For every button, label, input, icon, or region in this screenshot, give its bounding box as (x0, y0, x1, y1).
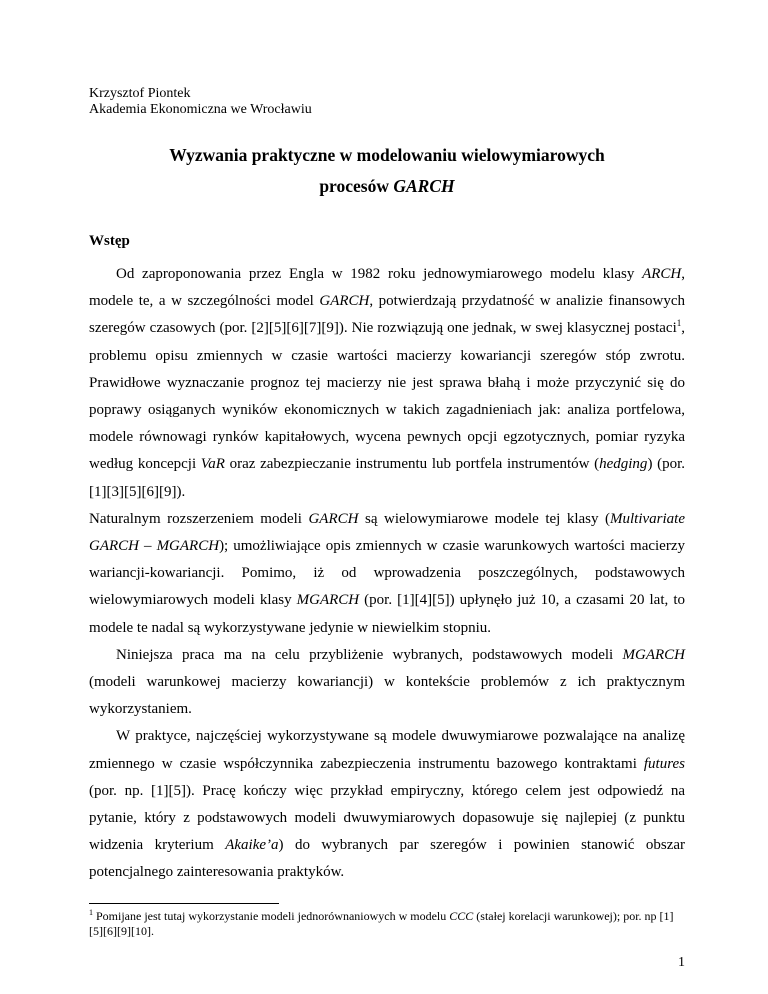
text-run: ); umożliwiające opis zmiennych w czasie warunkowych wartości macierzy wariancji-kowariancji. Pomimo, iż od wprowadzenia poszczególnych, podstawowych wielowymiarowych modeli klasy (89, 538, 685, 609)
italic-term: MGARCH (622, 646, 685, 663)
text-run: ) (por. [1][3][5][6][9]). (89, 456, 686, 500)
text-run: Niniejsza praca ma na celu przybliżenie wybranych, podstawowych modeli (116, 646, 623, 663)
paper-title-line-2 (89, 176, 685, 197)
italic-term: MGARCH (296, 592, 360, 609)
text-run: ) do wybranych par szeregów i powinien stanowić obszar potencjalnego zainteresowania praktyków. (89, 837, 686, 881)
paper-title-line-1: Wyzwania praktyczne w modelowaniu wielowymiarowych (169, 145, 605, 165)
footnote-marker: 1 (89, 908, 93, 917)
author-block (89, 86, 312, 118)
text-run: W praktyce, najczęściej wykorzystywane są modele dwuwymiarowe pozwalające na analizę zmiennego w czasie współczynnika zabezpieczenia instrumentu bazowego kontraktami (89, 728, 685, 772)
page-number: 1 (678, 955, 685, 970)
text-run: oraz zabezpieczanie instrumentu lub portfela instrumentów ( (224, 456, 600, 473)
footnote-divider (89, 903, 279, 904)
title-text: procesów (319, 176, 394, 196)
italic-term: hedging (599, 456, 648, 473)
italic-term: Multivariate GARCH – MGARCH (89, 510, 685, 555)
paragraph-4 (89, 723, 685, 886)
text-run: , problemu opisu zmiennych w czasie wartości macierzy kowariancji szeregów stóp zwrotu. Prawidłowe wyznaczanie prognoz tej macierzy nie jest sprawa błahą i może przyczynić się do poprawy osiąganych wyników ekonomicznych w takich zagadnieniach jak: analiza portfelowa, modele równowagi rynków kapitałowych, wycena pewnych opcji egzotycznych, pomiar ryzyka według koncepcji (89, 320, 685, 473)
text-run: , potwierdzają przydatność w analizie finansowych szeregów czasowych (por. [2][5][6][7][9]). Nie rozwiązują one jednak, w swej klasycznej postaci (89, 293, 685, 337)
italic-term: futures (643, 755, 685, 772)
paragraph-3 (89, 642, 685, 724)
text-run: Od zaproponowania przez Engla w 1982 roku jednowymiarowego modelu klasy (116, 266, 643, 282)
text-run: Pomijane jest tutaj wykorzystanie modeli jednorównaniowych w modelu (93, 909, 450, 923)
paragraph-1 (89, 261, 685, 506)
body-text (89, 261, 685, 887)
author-affiliation: Akademia Ekonomiczna we Wrocławiu (89, 102, 312, 117)
italic-term: Akaike’a (225, 837, 279, 854)
paragraph-2 (89, 506, 685, 642)
text-run: (por. [1][4][5]) upłynęło już 10, a czasami 20 lat, to modele te nadal są wykorzystywane jedynie w niewielkim stopniu. (89, 592, 685, 636)
text-run: (por. np. [1][5]). Pracę kończy więc przykład empiryczny, którego celem jest odpowiedź na pytanie, który z podstawowych modeli dwuwymiarowych dopasowuje się najlepiej (z punktu widzenia kryterium (89, 782, 685, 854)
text-run: (stałej korelacji warunkowej); por. np [1][5][6][9][10]. (89, 909, 674, 938)
text-run: (modeli warunkowej macierzy kowariancji) w kontekście problemów z ich praktycznym wykorzystaniem. (89, 674, 685, 718)
author-name: Krzysztof Piontek (89, 86, 191, 101)
italic-term: VaR (200, 456, 225, 473)
text-run: , modele te, a w szczególności model (89, 266, 685, 310)
text-run: Naturalnym rozszerzeniem modeli (89, 510, 309, 527)
italic-term: GARCH (319, 293, 370, 310)
title-italic-term: GARCH (393, 176, 455, 196)
italic-term: ARCH (642, 266, 682, 282)
footnote (89, 909, 685, 939)
footnote-reference[interactable]: 1 (676, 318, 682, 329)
italic-term: CCC (449, 909, 474, 923)
text-run: są wielowymiarowe modele tej klasy ( (358, 510, 610, 527)
italic-term: GARCH (308, 510, 359, 527)
section-heading: Wstęp (89, 233, 130, 249)
